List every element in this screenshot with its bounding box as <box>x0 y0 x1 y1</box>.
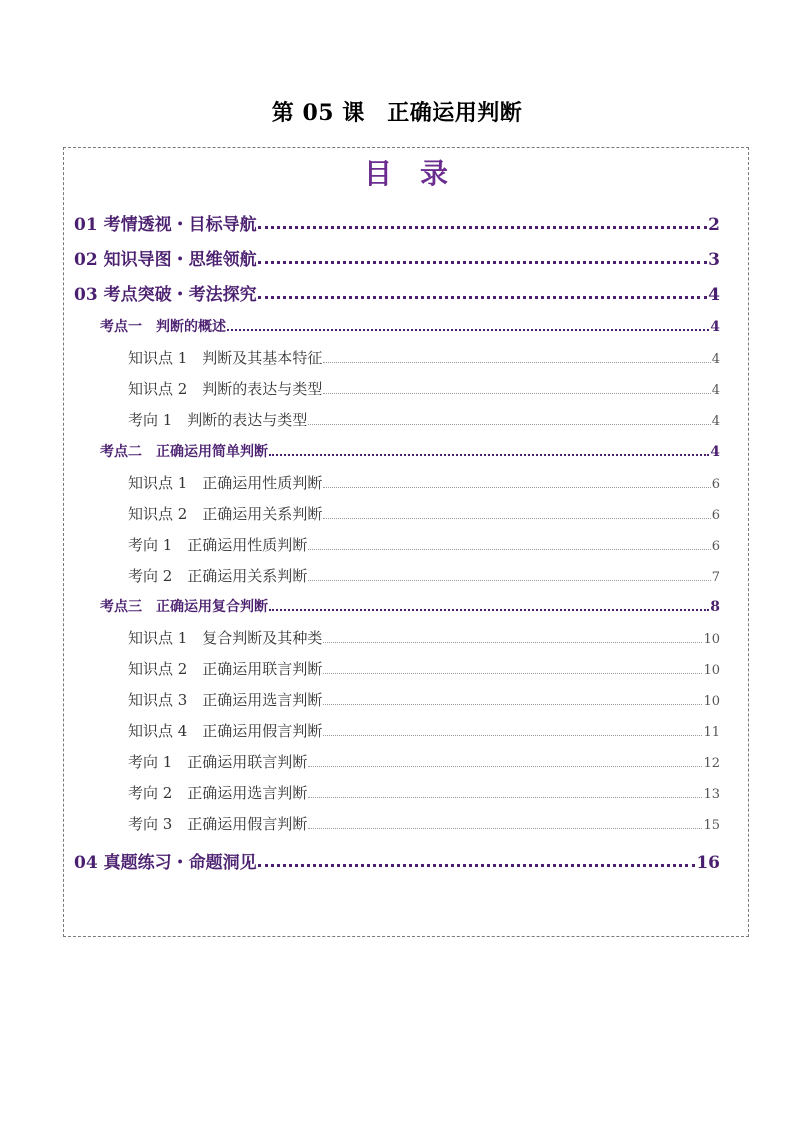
toc-entry[interactable] <box>128 782 720 803</box>
toc-entry[interactable] <box>128 472 720 493</box>
toc-entry-label: 01 考情透视・目标导航 <box>74 215 257 235</box>
toc-entry-label: 考点一 判断的概述 <box>100 319 226 335</box>
page-title: 第 05 课 正确运用判断 <box>271 100 523 126</box>
toc-entry[interactable] <box>128 751 720 772</box>
toc-entry-page-number: 10 <box>703 663 720 678</box>
toc-dot-leader <box>323 733 702 736</box>
toc-dot-leader <box>308 547 710 550</box>
toc-entry[interactable] <box>74 210 720 235</box>
toc-dot-leader <box>308 764 702 767</box>
toc-entry-label: 03 考点突破・考法探究 <box>74 285 257 305</box>
toc-dot-leader <box>308 422 710 425</box>
toc-entry-page-number: 4 <box>711 383 720 398</box>
toc-entry-page-number: 13 <box>703 787 720 802</box>
toc-entry[interactable] <box>128 658 720 679</box>
toc-entry-label: 考向 1 判断的表达与类型 <box>128 411 308 429</box>
toc-entry-page-number: 7 <box>711 570 720 585</box>
toc-entry-page-number: 3 <box>708 250 720 270</box>
toc-entry[interactable] <box>128 378 720 399</box>
toc-entry-page-number: 2 <box>708 215 720 235</box>
toc-entry[interactable] <box>74 280 720 305</box>
toc-entry-page-number: 4 <box>711 414 720 429</box>
toc-dot-leader <box>323 671 702 674</box>
toc-entry-label: 知识点 1 复合判断及其种类 <box>128 629 323 647</box>
toc-entry-page-number: 6 <box>711 477 720 492</box>
toc-entry-page-number: 11 <box>703 725 720 740</box>
toc-dot-leader <box>258 259 708 264</box>
toc-dot-leader <box>323 640 702 643</box>
toc-entry-label: 考向 1 正确运用性质判断 <box>128 536 308 554</box>
toc-entry-page-number: 8 <box>710 599 720 615</box>
toc-entry-label: 知识点 1 判断及其基本特征 <box>128 349 323 367</box>
toc-entry-label: 知识点 2 判断的表达与类型 <box>128 380 323 398</box>
toc-entry-page-number: 10 <box>703 694 720 709</box>
toc-entry-label: 考向 2 正确运用关系判断 <box>128 567 308 585</box>
toc-entry-page-number: 4 <box>708 285 720 305</box>
toc-dot-leader <box>323 702 702 705</box>
toc-entry[interactable] <box>128 347 720 368</box>
toc-dot-leader <box>323 360 710 363</box>
toc-dot-leader <box>269 607 709 611</box>
toc-entry-label: 知识点 2 正确运用关系判断 <box>128 505 323 523</box>
toc-entry-label: 考点二 正确运用简单判断 <box>100 444 268 460</box>
toc-entry-page-number: 6 <box>711 539 720 554</box>
toc-dot-leader <box>323 485 710 488</box>
toc-entry[interactable] <box>128 534 720 555</box>
toc-entry[interactable] <box>128 409 720 430</box>
toc-entry-label: 考向 1 正确运用联言判断 <box>128 753 308 771</box>
toc-entry-label: 知识点 3 正确运用选言判断 <box>128 691 323 709</box>
toc-dot-leader <box>308 578 710 581</box>
toc-entry-label: 考向 3 正确运用假言判断 <box>128 815 308 833</box>
toc-dot-leader <box>308 826 702 829</box>
toc-dot-leader <box>308 795 702 798</box>
toc-entry[interactable] <box>128 689 720 710</box>
toc-dot-leader <box>227 327 709 331</box>
toc-entry[interactable] <box>74 245 720 270</box>
toc-dot-leader <box>258 224 708 229</box>
toc-entry-label: 02 知识导图・思维领航 <box>74 250 257 270</box>
toc-entry[interactable] <box>74 848 720 873</box>
toc-entry-label: 知识点 2 正确运用联言判断 <box>128 660 323 678</box>
toc-entry-page-number: 10 <box>703 632 720 647</box>
toc-entry-page-number: 4 <box>710 444 720 460</box>
toc-entry[interactable] <box>128 720 720 741</box>
toc-entry-page-number: 4 <box>710 319 720 335</box>
toc-entry-page-number: 16 <box>696 853 720 873</box>
toc-entry[interactable] <box>128 813 720 834</box>
toc-entry[interactable] <box>128 627 720 648</box>
toc-dot-leader <box>269 452 709 456</box>
toc-entry-page-number: 12 <box>703 756 720 771</box>
toc-entry-label: 考向 2 正确运用选言判断 <box>128 784 308 802</box>
toc-entry-label: 知识点 4 正确运用假言判断 <box>128 722 323 740</box>
toc-entry-page-number: 4 <box>711 352 720 367</box>
toc-entry[interactable] <box>100 596 720 616</box>
toc-entry-label: 考点三 正确运用复合判断 <box>100 599 268 615</box>
toc-dot-leader <box>258 862 696 867</box>
toc-entry[interactable] <box>100 441 720 461</box>
toc-entry-label: 知识点 1 正确运用性质判断 <box>128 474 323 492</box>
toc-entry-label: 04 真题练习・命题洞见 <box>74 853 257 873</box>
toc-entry-page-number: 6 <box>711 508 720 523</box>
toc-entry-page-number: 15 <box>703 818 720 833</box>
toc-dot-leader <box>323 516 710 519</box>
toc-dot-leader <box>323 391 710 394</box>
table-of-contents <box>63 147 749 937</box>
toc-heading: 目 录 <box>363 157 448 190</box>
toc-entry[interactable] <box>128 565 720 586</box>
toc-entry[interactable] <box>100 316 720 336</box>
toc-dot-leader <box>258 294 708 299</box>
toc-entry[interactable] <box>128 503 720 524</box>
